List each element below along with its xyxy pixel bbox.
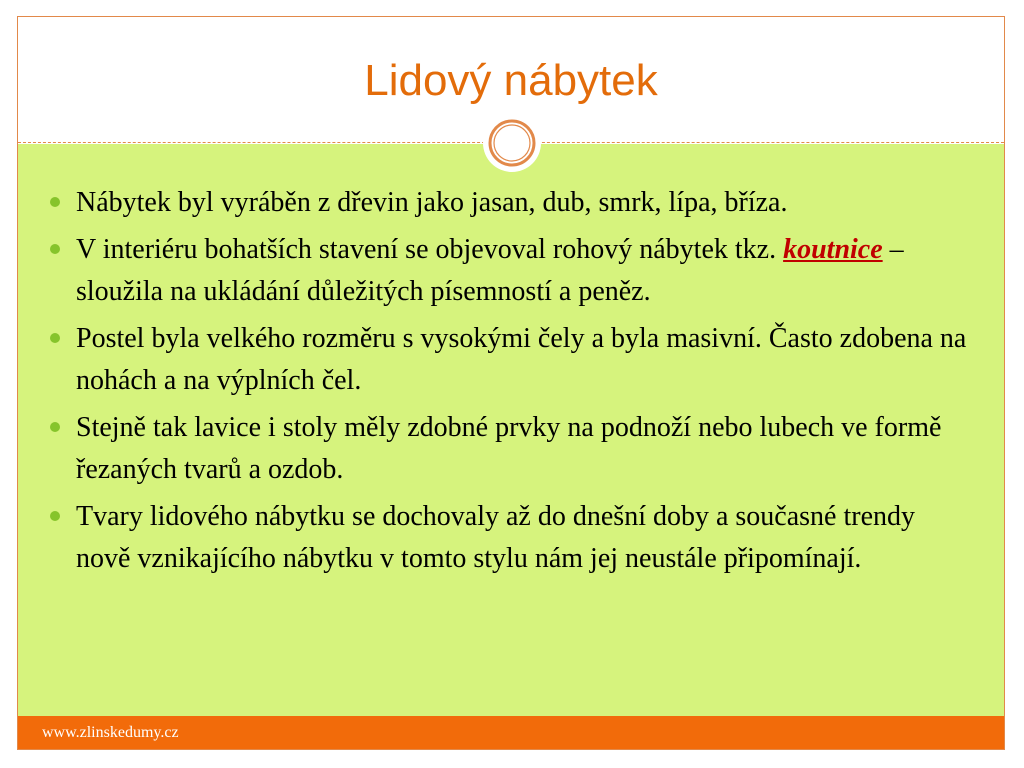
bullet-text-before: V interiéru bohatších stavení se objevoval rohový nábytek tkz. — [76, 234, 784, 265]
bullet-text: Nábytek byl vyráběn z dřevin jako jasan, dub, smrk, lípa, bříza. — [76, 187, 788, 218]
bullet-list — [50, 182, 970, 585]
slide-footer — [18, 716, 1004, 749]
slide-frame — [17, 16, 1005, 750]
bullet-dot-icon — [50, 244, 60, 254]
bullet-item — [50, 182, 970, 224]
bullet-item — [50, 407, 970, 491]
bullet-dot-icon — [50, 511, 60, 521]
keyword-link[interactable]: koutnice — [783, 234, 883, 265]
bullet-text: Tvary lidového nábytku se dochovaly až do dnešní doby a současné trendy nově vznikajícího nábytku v tomto stylu nám jej neustále připomínají. — [76, 501, 916, 574]
bullet-text: Stejně tak lavice i stoly měly zdobné prvky na podnoží nebo lubech ve formě řezaných tvarů a ozdob. — [76, 412, 942, 485]
circle-ornament-icon — [481, 112, 543, 174]
slide-title: Lidový nábytek — [364, 56, 658, 105]
bullet-dot-icon — [50, 333, 60, 343]
bullet-item — [50, 229, 970, 313]
bullet-dot-icon — [50, 197, 60, 207]
bullet-text: Postel byla velkého rozměru s vysokými čely a byla masivní. Často zdobena na nohách a na výplních čel. — [76, 323, 967, 396]
bullet-text-after: – sloužila na ukládání důležitých písemností a peněz. — [76, 234, 904, 307]
slide-content — [18, 144, 1004, 716]
bullet-item — [50, 318, 970, 402]
bullet-dot-icon — [50, 422, 60, 432]
bullet-item — [50, 496, 970, 580]
footer-url[interactable]: www.zlinskedumy.cz — [42, 724, 179, 741]
